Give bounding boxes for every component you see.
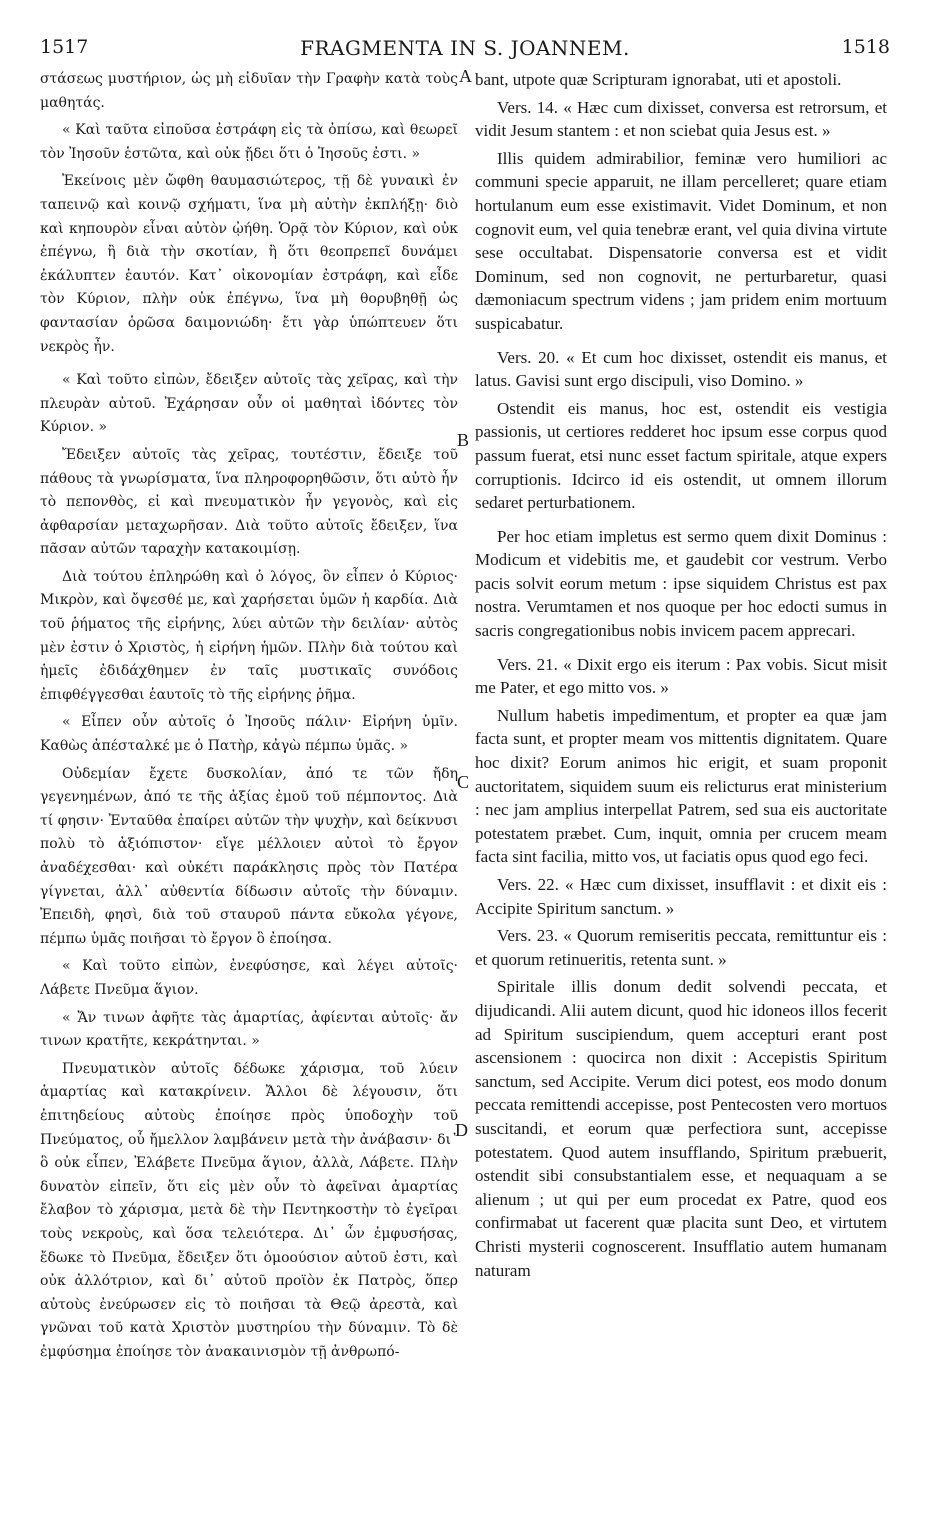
latin-paragraph: Spiritale illis donum dedit solvendi peccata, et dijudicandi. Alii autem dicunt, quod hic idoneos illos fecerit ad Spiritum suscipiendum, quem accepturi erant post ascensionem : quocirca non dixit : Accepistis Spiritum sanctum, sed Accipite. Verum dici potest, eos modo donum peccata remittendi accepisse, post Pentecosten vero mortuos suscitandi, et eorum quæ perfectiora sunt, accepisse potestatem. Quod autem insufflando, Spiritum præbuerit, ostendit sibi consubstantialem esse, et nequaquam a se alienum ; ut qui per eum procedat ex Patre, quod eos confirmabat ut facerent quæ placita sunt Deo, et virtutem Christi mysterii cognoscerent. Insufflatio autem humanam naturam <box>475 977 887 1280</box>
latin-column <box>475 68 887 1508</box>
page-number-right: 1518 <box>841 36 890 58</box>
greek-paragraph: στάσεως μυστήριον, ὡς μὴ εἰδυῖαν τὴν Γραφὴν κατὰ τοὺς μαθητάς. <box>40 71 458 111</box>
latin-paragraph: Illis quidem admirabilior, feminæ vero humiliori ac communi specie apparuit, ne illam percelleret; quare etiam hortulanum eum esse existimavit. Videt Dominum, et non cognovit eum, vel quia tenebræ erant, vel quia divina virtute sese occultabat. Dispensatorie conversa est et vidit Dominum, sed non cognovit, ne perturbaretur, quasi dæmoniacum spectrum videns ; jam pridem enim mortuum suspicabatur. <box>475 148 887 333</box>
greek-scripture-verse: « Καὶ τοῦτο εἰπὼν, ἔδειξεν αὐτοῖς τὰς χεῖρας, καὶ τὴν πλευρὰν αὐτοῦ. Ἐχάρησαν οὖν οἱ μαθηταὶ ἰδόντες τὸν Κύριον. » <box>40 372 458 436</box>
latin-verse: Vers. 22. « Hæc cum dixisset, insufflavit : et dixit eis : Accipite Spiritum sanctum. » <box>475 875 887 918</box>
latin-paragraph: Per hoc etiam impletus est sermo quem dixit Dominus : Modicum et videbitis me, et gaudebit cor vestrum. Verbo pacis solvit eorum metum : ipse siquidem Christus est pax nostra. Verumtamen et nos quoque per hoc edocti sumus in sacris congregationibus nobis invicem pacem apprecari. <box>475 526 887 641</box>
greek-scripture-verse: « Ἄν τινων ἀφῆτε τὰς ἁμαρτίας, ἀφίενται αὐτοῖς· ἄν τινων κρατῆτε, κεκράτηνται. » <box>40 1009 458 1050</box>
greek-paragraph: Οὐδεμίαν ἔχετε δυσκολίαν, ἀπό τε τῶν ἤδη γεγενημένων, ἀπό τε τῆς ἀξίας ἐμοῦ τοῦ πέμποντος. Διὰ τί φησιν· Ἐνταῦθα ἐπαίρει αὐτῶν τὴν ψυχὴν, καὶ δείκνυσι πολὺ τὸ ἀξιόπιστον· εἴγε μέλλοιεν αὐτοὶ τὸ ἔργον ἀναδέχεσθαι· καὶ οὐκέτι παράκλησις πρὸς τὸν Πατέρα γίγνεται, ἀλλ᾽ αὐθεντία δίδωσιν αὐτοῖς τὴν δύναμιν. Ἐπειδὴ, φησὶ, διὰ τοῦ σταυροῦ πάντα εὔκολα γέγονε, πέμπω ὑμᾶς ποιῆσαι τὸ ἔργον ὃ ἐποίησα. <box>40 765 458 947</box>
page-header <box>40 36 890 66</box>
page-number-left: 1517 <box>40 36 89 58</box>
latin-paragraph: bant, utpote quæ Scripturam ignorabat, uti et apostoli. <box>475 70 842 89</box>
greek-paragraph: Πνευματικὸν αὐτοῖς δέδωκε χάρισμα, τοῦ λύειν ἁμαρτίας καὶ κατακρίνειν. Ἄλλοι δὲ λέγουσιν, ὅτι ἐπιτηδείους αὐτοὺς ἐποίησε πρὸς ὑποδοχὴν τοῦ Πνεύματος, οὗ ἤμελλον λαμβάνειν μετὰ τὴν ἀνάβασιν· δι᾽ ὃ οὐκ εἶπεν, Ἐλάβετε Πνεῦμα ἅγιον, ἀλλὰ, Λάβετε. Πλὴν δυνατὸν εἰπεῖν, ὅτι εἰς μὲν οὖν τὸ ἀφεῖναι ἁμαρτίας ἔλαβον τὸ χάρισμα, μετὰ δὲ τὴν Πεντηκοστὴν τὸ ἐγεῖραι τοὺς νεκροὺς, καὶ ὅσα τελειότερα. Δι᾽ ὧν ἐμφυσήσας, ἔδωκε τὸ Πνεῦμα, ἔδειξεν ὅτι ὁμοούσιον αὐτοῦ ἐστι, καὶ οὐκ ἀλλότριον, καὶ δι᾽ αὐτοῦ προϊὸν ἐκ Πατρὸς, ὅπερ αὐτοὺς ἐνεύρωσεν εἰς τὸ ποιῆσαι τὰ Θεῷ ἀρεστὰ, καὶ γνῶναι τοῦ κατὰ Χριστὸν μυστηρίου τὴν δύναμιν. Τὸ δὲ ἐμφύσημα ἐποίησε τὸν ἀνακαινισμὸν τῇ ἀνθρωπό- <box>40 1060 458 1360</box>
greek-column <box>40 68 458 1508</box>
greek-scripture-verse: « Καὶ τοῦτο εἰπὼν, ἐνεφύσησε, καὶ λέγει αὐτοῖς· Λάβετε Πνεῦμα ἅγιον. <box>40 958 458 998</box>
latin-verse: Vers. 14. « Hæc cum dixisset, conversa est retrorsum, et vidit Jesum stantem : et non sciebat quia Jesus est. » <box>475 97 887 141</box>
margin-letter-c: C <box>457 772 470 792</box>
greek-paragraph: Ἔδειξεν αὐτοῖς τὰς χεῖρας, τουτέστιν, ἔδειξε τοῦ πάθους τὰ γνωρίσματα, ἵνα πληροφορηθῶσιν, ὅτι αὐτὸ ἦν τὸ πεπονθὸς, εἰ καὶ πνευματικὸν ἦν γεγονὸς, καὶ εἰς ἀφθαρσίαν μεταχωρῆσαν. Διὰ τοῦτο αὐτοῖς ἔδειξεν, ἵνα πᾶσαν αὐτῶν ταραχὴν κατακοιμίσῃ. <box>40 446 458 558</box>
margin-letter-d: D <box>455 1120 468 1140</box>
latin-verse: Vers. 23. « Quorum remiseritis peccata, remittuntur eis : et quorum retinueritis, retenta sunt. » <box>475 926 887 969</box>
latin-paragraph: Nullum habetis impedimentum, et propter ea quæ jam facta sunt, et propter meam vos mittentis dignitatem. Quare hoc dixit? Eorum animos hic erigit, et suam proponit auctoritatem, siquidem suum eis relicturus erat ministerium : nec jam amplius interpellat Patrem, sed sua eis auctoritate potestatem præbet. Cum, inquit, omnia per crucem meam facta sint facilia, mitto vos, ut faciatis opus quod ego feci. <box>475 705 887 867</box>
margin-letter-b: B <box>457 430 470 450</box>
latin-verse: Vers. 20. « Et cum hoc dixisset, ostendit eis manus, et latus. Gavisi sunt ergo discipuli, viso Domino. » <box>475 347 887 391</box>
greek-paragraph: Διὰ τούτου ἐπληρώθη καὶ ὁ λόγος, ὃν εἶπεν ὁ Κύριος· Μικρὸν, καὶ ὄψεσθέ με, καὶ χαρήσεται ὑμῶν ἡ καρδία. Διὰ τοῦ ῥήματος τῆς εἰρήνης, λύει αὐτῶν τὴν δειλίαν· αὐτὸς μὲν ἐστιν ὁ Χριστὸς, ἡ εἰρήνη ἡμῶν. Πλὴν διὰ τούτου καὶ ἡμεῖς ἐδιδάχθημεν ἐν ταῖς μυστικαῖς συνόδοις ἐπιφθέγγεσθαι ἑαυτοῖς τὸ τῆς εἰρήνης ῥῆμα. <box>40 568 458 703</box>
greek-paragraph: Ἐκείνοις μὲν ὤφθη θαυμασιώτερος, τῇ δὲ γυναικὶ ἐν ταπεινῷ καὶ κοινῷ σχήματι, ἵνα μὴ αὐτὴν ἐκπλήξῃ· διὸ καὶ κηπουρὸν εἶναι αὐτὸν ᾠήθη. Ὁρᾷ τὸν Κύριον, καὶ οὐκ ἐπέγνω, ἢ διὰ τὴν σκοτίαν, ἢ ὅτι θεοπρεπεῖ δυνάμει ἐκάλυπτεν ἑαυτόν. Κατ᾽ οἰκονομίαν ἐστράφη, καὶ εἶδε τὸν Κύριον, πλὴν οὐκ ἐπέγνω, ἵνα μὴ θορυβηθῇ ὡς φαντασίαν ὁρῶσα δαιμονιώδη· ἔτι γὰρ ὑπώπτευεν ὅτι νεκρὸς ἦν. <box>40 173 458 355</box>
margin-letter-a: A <box>459 66 472 86</box>
latin-verse: Vers. 21. « Dixit ergo eis iterum : Pax vobis. Sicut misit me Pater, et ego mitto vos. » <box>475 654 887 698</box>
greek-scripture-verse: « Εἶπεν οὖν αὐτοῖς ὁ Ἰησοῦς πάλιν· Εἰρήνη ὑμῖν. Καθὼς ἀπέσταλκέ με ὁ Πατὴρ, κἀγὼ πέμπω ὑμᾶς. » <box>40 714 458 755</box>
running-title: FRAGMENTA IN S. JOANNEM. <box>300 36 630 60</box>
latin-paragraph: Ostendit eis manus, hoc est, ostendit eis vestigia passionis, ut certiores redderet hoc ipsum esse corpus quod passum fuerat, etsi nunc esset factum spiritale, atque expers corruptionis. Idcirco id eis ostendit, ut omnem illorum sedaret perturbationem. <box>475 398 887 513</box>
greek-scripture-verse: « Καὶ ταῦτα εἰποῦσα ἐστράφη εἰς τὰ ὀπίσω, καὶ θεωρεῖ τὸν Ἰησοῦν ἑστῶτα, καὶ οὐκ ᾔδει ὅτι ὁ Ἰησοῦς ἐστι. » <box>40 122 458 162</box>
